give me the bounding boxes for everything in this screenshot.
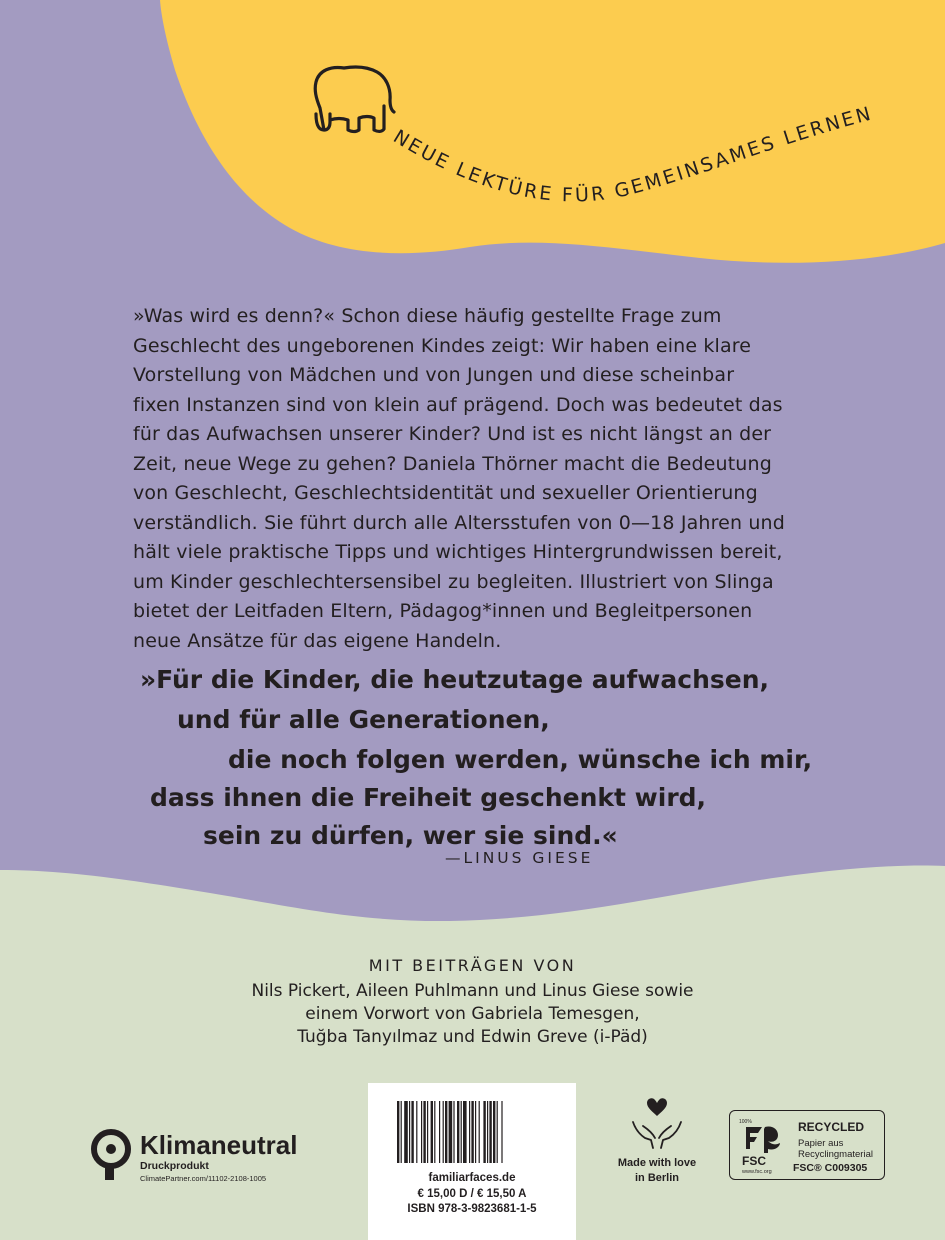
quote-line: und für alle Generationen,	[177, 705, 550, 734]
made-with-love-text	[605, 1156, 709, 1186]
made-line-1: Made with love	[617, 1157, 697, 1169]
blurb-line: hält viele praktische Tipps und wichtiges Hintergrundwissen bereit,	[133, 541, 783, 563]
quote-line: sein zu dürfen, wer sie sind.«	[203, 821, 618, 850]
made-with-love-badge	[605, 1096, 709, 1186]
fsc-logo-badge: 100%	[739, 1119, 752, 1125]
svg-text:NEUE LEKTÜRE FÜR GEMEINSAMES L	[389, 102, 875, 206]
climatepartner-logo-icon	[90, 1128, 134, 1182]
blurb-line: Vorstellung von Mädchen und von Jungen und diese scheinbar	[133, 364, 735, 386]
quote-line: die noch folgen werden, wünsche ich mir,	[228, 745, 813, 774]
klimaneutral-title: Klimaneutral	[140, 1130, 298, 1160]
blurb-line: verständlich. Sie führt durch alle Altersstufen von 0—18 Jahren und	[133, 511, 785, 534]
blurb	[133, 302, 833, 656]
tagline: NEUE LEKTÜRE FÜR GEMEINSAMES LERNEN	[389, 102, 876, 207]
fsc-label	[729, 1110, 885, 1180]
tagline-curve	[0, 0, 945, 260]
publisher-website: familiarfaces.de	[428, 1172, 516, 1184]
contributors-line: Nils Pickert, Aileen Puhlmann und Linus Giese sowie	[251, 981, 694, 1001]
isbn: ISBN 978-3-9823681-1-5	[407, 1203, 537, 1215]
contributors	[0, 956, 945, 1049]
fsc-logo-url: www.fsc.org	[742, 1169, 772, 1175]
barcode-panel	[368, 1083, 576, 1240]
fsc-recycled: RECYCLED	[798, 1120, 865, 1134]
blurb-line: »Was wird es denn?« Schon diese häufig gestellte Frage zum	[133, 305, 722, 327]
price: € 15,00 D / € 15,50 A	[417, 1187, 527, 1200]
blurb-line: Zeit, neue Wege zu gehen? Daniela Thörner macht die Bedeutung	[133, 452, 772, 475]
contributors-line: einem Vorwort von Gabriela Temesgen,	[305, 1004, 640, 1024]
blurb-line: neue Ansätze für das eigene Handeln.	[133, 629, 502, 652]
klimaneutral-id: ClimatePartner.com/11102-2108-1005	[140, 1174, 267, 1183]
quote-attribution: —LINUS GIESE	[445, 849, 594, 867]
quote-line: »Für die Kinder, die heutzutage aufwachsen,	[140, 665, 769, 694]
fsc-code: FSC® C009305	[793, 1162, 868, 1174]
klimaneutral-subtitle: Druckprodukt	[140, 1160, 209, 1172]
blurb-line: Geschlecht des ungeborenen Kindes zeigt: Wir haben eine klare	[133, 334, 752, 357]
hands-heart-icon	[629, 1096, 685, 1150]
blurb-line: für das Aufwachsen unserer Kinder? Und ist es nicht längst an der	[133, 423, 772, 445]
barcode-text	[368, 1171, 576, 1218]
blurb-line: fixen Instanzen sind von klein auf prägend. Doch was bedeutet das	[133, 393, 783, 416]
fsc-tree-logo-icon	[738, 1115, 788, 1175]
fsc-paper-line-2: Recyclingmaterial	[798, 1149, 873, 1160]
blurb-line: bietet der Leitfaden Eltern, Pädagog*innen und Begleitpersonen	[133, 600, 753, 622]
contributors-heading: MIT BEITRÄGEN VON	[368, 956, 577, 975]
made-line-2: in Berlin	[634, 1172, 679, 1184]
fsc-paper-note	[798, 1138, 878, 1160]
contributors-line: Tuğba Tanyılmaz und Edwin Greve (i-Päd)	[297, 1027, 648, 1047]
blurb-line: von Geschlecht, Geschlechtsidentität und sexueller Orientierung	[133, 482, 758, 504]
fsc-logo-text: FSC	[742, 1154, 766, 1168]
blurb-line: um Kinder geschlechtersensibel zu begleiten. Illustriert von Slinga	[133, 570, 774, 593]
fsc-paper-line-1: Papier aus	[798, 1138, 844, 1149]
quote-line: dass ihnen die Freiheit geschenkt wird,	[150, 783, 707, 812]
barcode-icon	[397, 1101, 547, 1167]
